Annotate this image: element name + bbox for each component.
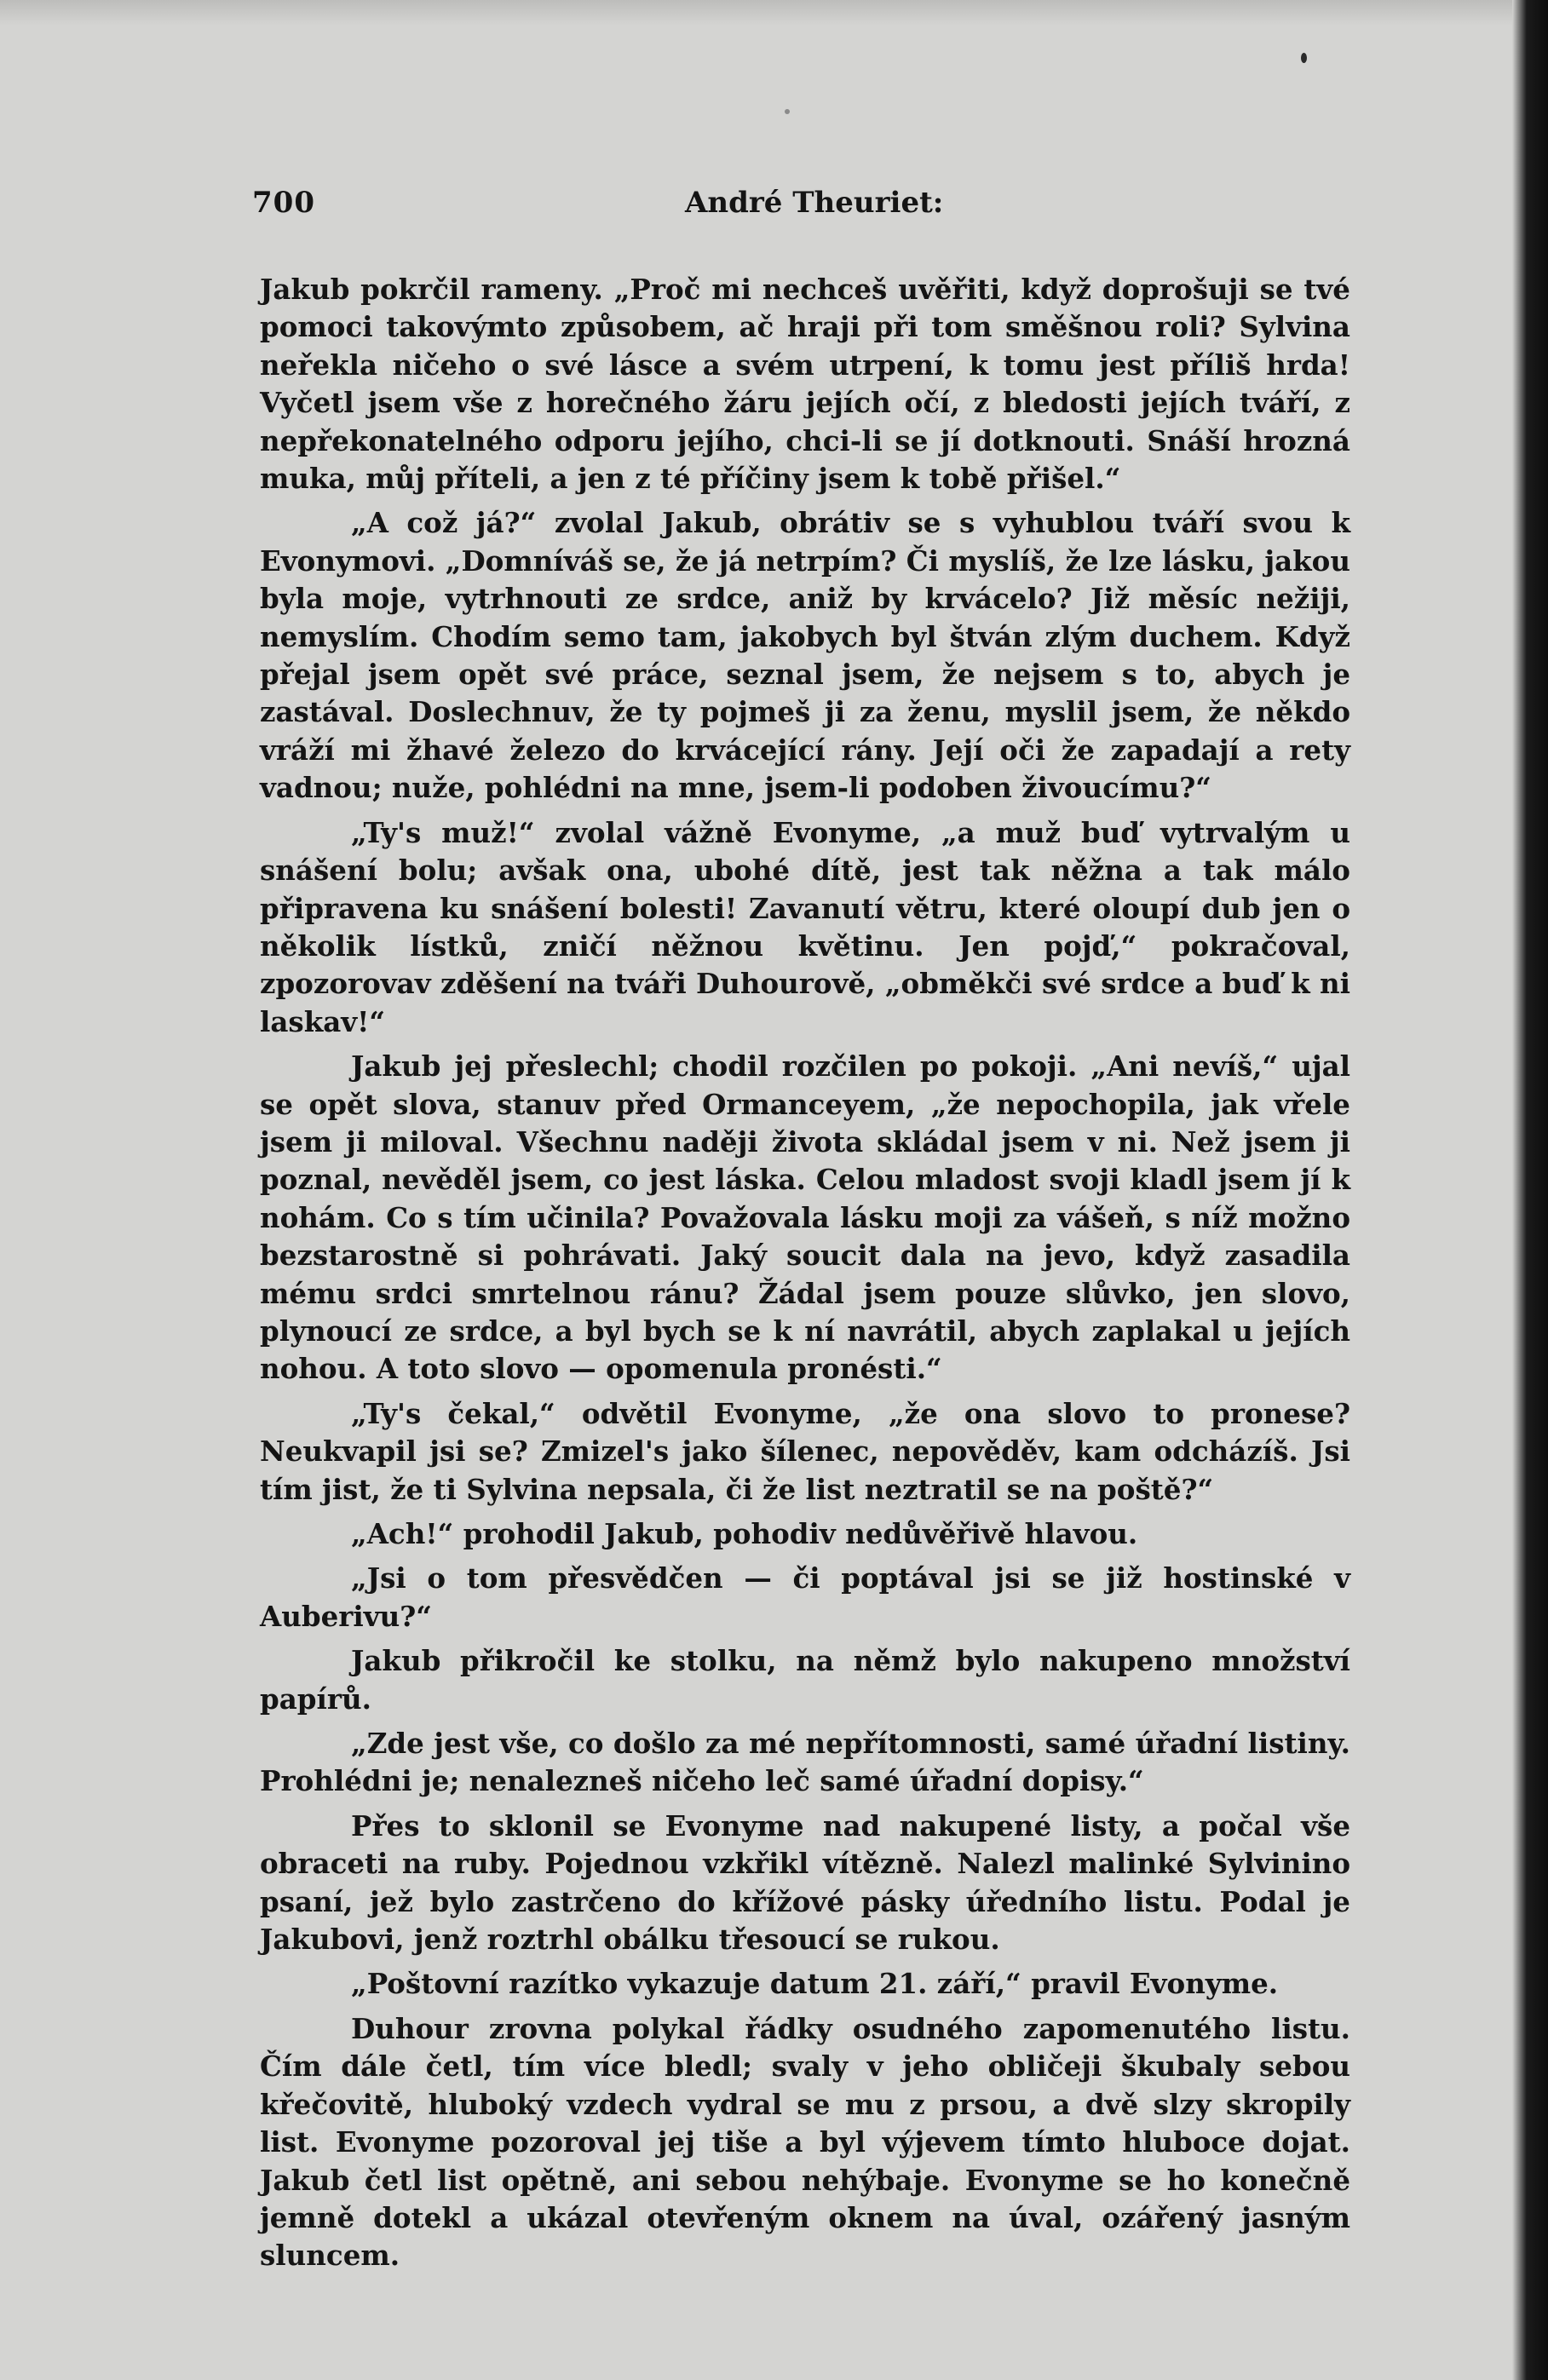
- paragraph: „Zde jest vše, co došlo za mé nepřítomnosti, samé úřadní listiny. Prohlédni je; nenalezneš ničeho leč samé úřadní dopisy.“: [260, 1727, 1350, 1798]
- paragraph: Přes to sklonil se Evonyme nad nakupené listy, a počal vše obraceti na ruby. Pojednou vzkřikl vítězně. Nalezl malinké Sylvinino psaní, jež bylo zastrčeno do křížové pásky úředního listu. Podal je Jakubovi, jenž roztrhl obálku třesoucí se rukou.: [260, 1808, 1350, 1957]
- body-text: [260, 271, 1350, 2282]
- paragraph: „Ty's muž!“ zvolal vážně Evonyme, „a muž buď vytrvalým u snášení bolu; avšak ona, ubohé dítě, jest tak něžna a tak málo připravena ku snášení bolesti! Zavanutí větru, které oloupí dub jen o několik lístků, zničí něžnou květinu. Jen pojď,“ pokračoval, zpozorovav zděšení na tváři Duhourově, „obměkči své srdce a buď k ni laskav!“: [260, 815, 1350, 1038]
- page-header: [252, 186, 1351, 228]
- paragraph: „Poštovní razítko vykazuje datum 21. září,“ pravil Evonyme.: [351, 1967, 1279, 2001]
- paragraph: „Ach!“ prohodil Jakub, pohodiv nedůvěřivě hlavou.: [351, 1517, 1138, 1550]
- paragraph: „A což já?“ zvolal Jakub, obrátiv se s vyhublou tváří svou k Evonymovi. „Domníváš se, že já netrpím? Či myslíš, že lze lásku, jakou byla moje, vytrhnouti ze srdce, aniž by krvácelo? Již měsíc nežiji, nemyslím. Chodím semo tam, jakobych byl štván zlým duchem. Když přejal jsem opět své práce, seznal jsem, že nejsem s to, abych je zastával. Doslechnuv, že ty pojmeš ji za ženu, myslil jsem, že někdo vráží mi žhavé železo do krvácející rány. Její oči že zapadají a rety vadnou; nuže, pohlédni na mne, jsem-li podoben živoucímu?“: [260, 506, 1350, 805]
- page-number: 700: [252, 186, 315, 220]
- paragraph: Duhour zrovna polykal řádky osudného zapomenutého listu. Čím dále četl, tím více bledl; svaly v jeho obličeji škubaly sebou křečovitě, hluboký vzdech vydral se mu z prsou, a dvě slzy skropily list. Evonyme pozoroval jej tiše a byl výjevem tímto hluboce dojat. Jakub četl list opětně, ani sebou nehýbaje. Evonyme se ho konečně jemně dotekl a ukázal otevřeným oknem na úval, ozářený jasným sluncem.: [260, 2011, 1350, 2273]
- scan-right-edge: [1512, 0, 1548, 2380]
- paragraph: „Jsi o tom přesvědčen — či poptával jsi se již hostinské v Auberivu?“: [260, 1561, 1350, 1633]
- paragraph: „Ty's čekal,“ odvětil Evonyme, „že ona slovo to pronese? Neukvapil jsi se? Zmizel's jako šílenec, nepověděv, kam odcházíš. Jsi tím jist, že ti Sylvina nepsala, či že list neztratil se na poště?“: [260, 1396, 1350, 1506]
- paragraph: Jakub přikročil ke stolku, na němž bylo nakupeno množství papírů.: [260, 1644, 1350, 1716]
- paragraph: Jakub pokrčil rameny. „Proč mi nechceš uvěřiti, když doprošuji se tvé pomoci takovýmto způsobem, ač hraji při tom směšnou roli? Sylvina neřekla ničeho o své lásce a svém utrpení, k tomu jest příliš hrda! Vyčetl jsem vše z horečného žáru jejích očí, z bledosti jejích tváří, z nepřekonatelného odporu jejího, chci-li se jí dotknouti. Snáší hrozná muka, můj příteli, a jen z té příčiny jsem k tobě přišel.“: [260, 273, 1350, 496]
- paragraph: Jakub jej přeslechl; chodil rozčilen po pokoji. „Ani nevíš,“ ujal se opět slova, stanuv před Ormanceyem, „že nepochopila, jak vřele jsem ji miloval. Všechnu naději života skládal jsem v ni. Než jsem ji poznal, nevěděl jsem, co jest láska. Celou mladost svoji kladl jsem jí k nohám. Co s tím učinila? Považovala lásku moji za vášeň, s níž možno bezstarostně si pohrávati. Jaký soucit dala na jevo, když zasadila mému srdci smrtelnou ránu? Žádal jsem pouze slůvko, jen slovo, plynoucí ze srdce, a byl bych se k ní navrátil, abych zaplakal u jejích nohou. A toto slovo — opomenula pronésti.“: [260, 1049, 1350, 1386]
- running-head: André Theuriet:: [685, 186, 944, 220]
